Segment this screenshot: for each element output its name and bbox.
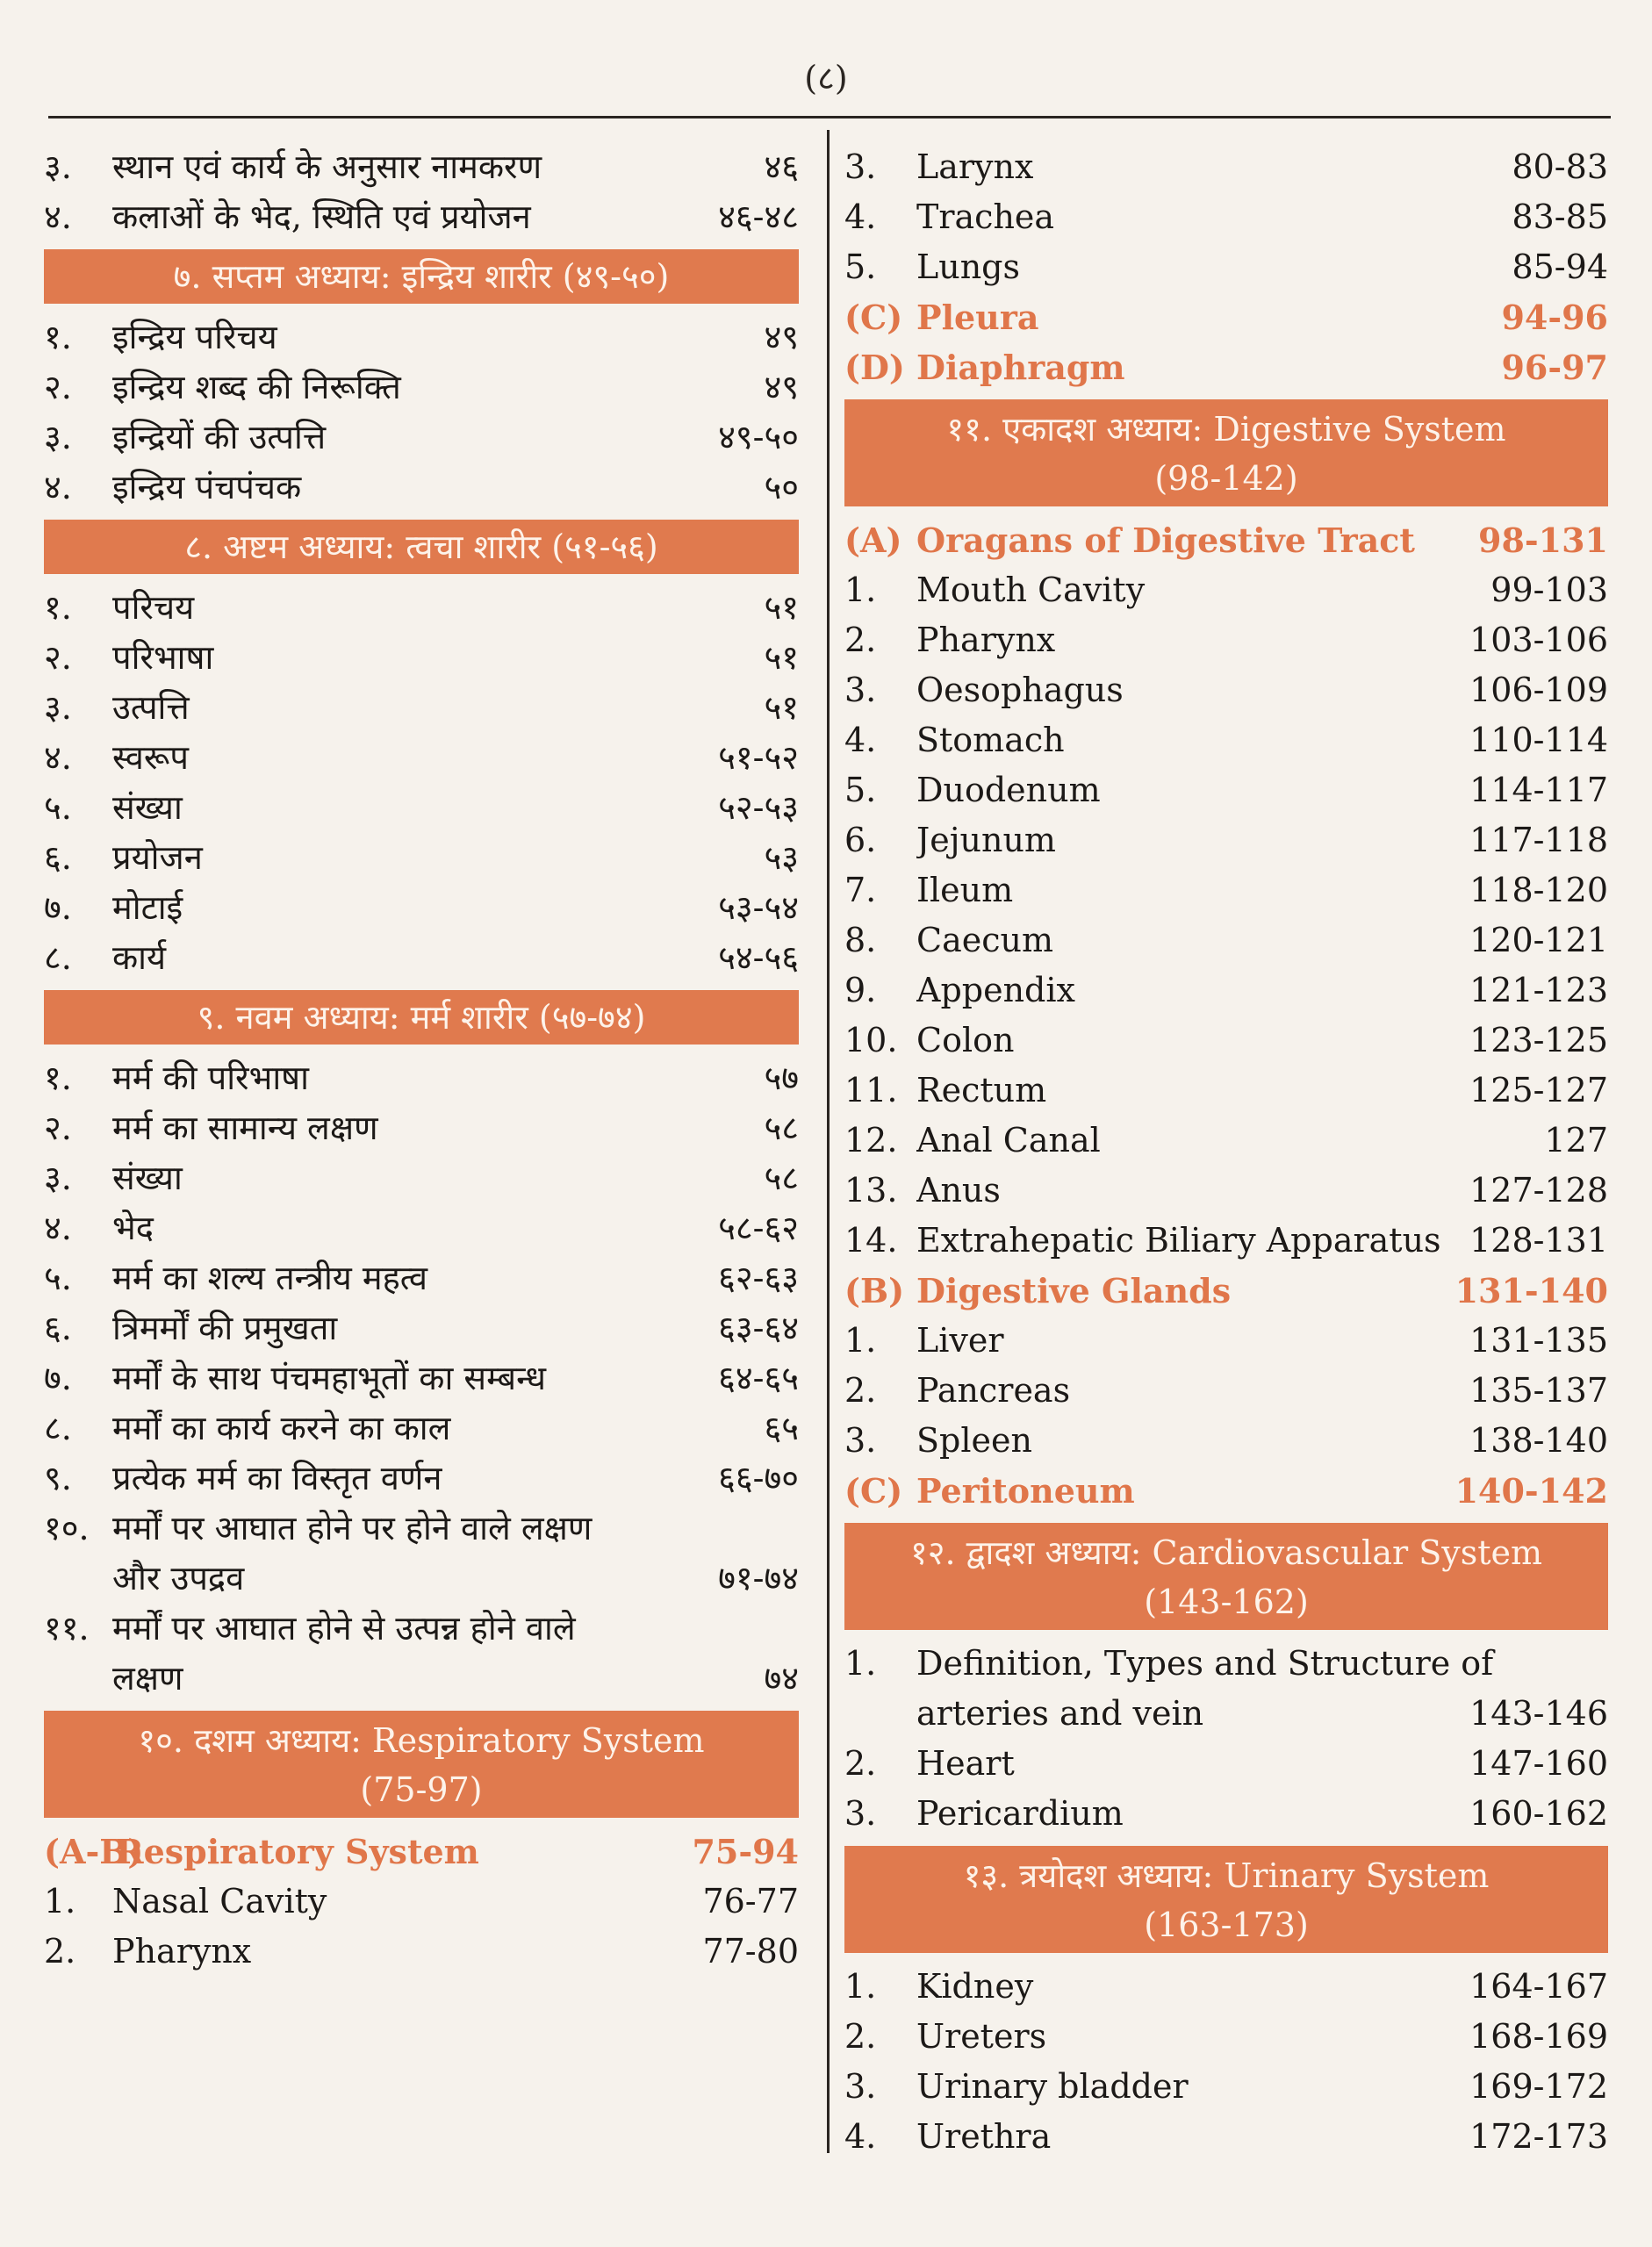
entry-title: Kidney (916, 1967, 1034, 2006)
entry-number: ४. (44, 738, 72, 777)
entry-pages: 118-120 (1469, 871, 1608, 909)
entry-title: Anal Canal (916, 1121, 1101, 1159)
toc-entry[interactable] (44, 683, 799, 733)
entry-number: ३. (44, 1159, 72, 1197)
entry-pages: ६२-६३ (718, 1259, 799, 1297)
entry-title: Stomach (916, 721, 1065, 759)
entry-number: 2. (844, 1744, 877, 1783)
entry-number: 5. (844, 771, 877, 809)
toc-entry[interactable] (844, 1366, 1608, 1416)
entry-title: Anus (916, 1171, 1001, 1210)
entry-title: मर्म की परिभाषा (112, 1059, 309, 1097)
section-pages: 140-142 (1454, 1471, 1608, 1511)
entry-pages: ५७ (764, 1059, 799, 1097)
toc-entry[interactable] (844, 865, 1608, 915)
toc-section[interactable] (844, 1266, 1608, 1316)
entry-pages: 135-137 (1469, 1371, 1608, 1410)
entry-number: ३. (44, 418, 72, 456)
page-number: (८) (804, 59, 848, 97)
entry-pages: ४९-५० (718, 418, 799, 456)
entry-pages: ५० (764, 468, 799, 506)
entry-pages: ५२-५३ (718, 788, 799, 827)
toc-entry[interactable] (844, 1216, 1608, 1266)
entry-pages: 110-114 (1469, 721, 1608, 759)
chapter-title: ११. एकादश अध्याय: Digestive System (946, 410, 1506, 449)
entry-number: ५. (44, 1259, 72, 1297)
entry-number: 7. (844, 871, 877, 909)
section-pages: 75-94 (692, 1832, 799, 1871)
toc-section[interactable] (844, 515, 1608, 565)
entry-title: Larynx (916, 147, 1034, 186)
toc-entry[interactable] (44, 1303, 799, 1353)
entry-title: Definition, Types and Structure of (916, 1644, 1494, 1683)
entry-title: मर्मों पर आघात होने से उत्पन्न होने वाले (112, 1609, 576, 1648)
chapter-page-range: (143-162) (1144, 1583, 1309, 1621)
toc-entry[interactable] (844, 915, 1608, 966)
entry-title: Ureters (916, 2017, 1047, 2056)
entry-pages: ५१-५२ (718, 738, 799, 777)
section-label: (C) (844, 1471, 903, 1511)
section-title: Diaphragm (916, 348, 1125, 387)
section-pages: 131-140 (1454, 1271, 1608, 1310)
entry-pages: 147-160 (1469, 1744, 1608, 1783)
right-column (844, 142, 1608, 2162)
section-label: (A) (844, 520, 902, 560)
toc-entry[interactable] (844, 966, 1608, 1016)
entry-pages: ५८ (764, 1159, 799, 1197)
entry-title: मर्मों पर आघात होने पर होने वाले लक्षण (112, 1509, 593, 1547)
toc-entry[interactable] (844, 1166, 1608, 1216)
entry-number: 2. (844, 1371, 877, 1410)
entry-number: 1. (44, 1882, 76, 1920)
entry-number: ६. (44, 1309, 72, 1347)
entry-number: 4. (844, 721, 877, 759)
toc-entry[interactable] (844, 715, 1608, 765)
entry-title: स्थान एवं कार्य के अनुसार नामकरण (112, 147, 542, 186)
entry-title: Pharynx (112, 1932, 252, 1971)
entry-pages: ५८ (764, 1109, 799, 1147)
entry-number: ९. (44, 1459, 72, 1497)
entry-title: Colon (916, 1021, 1015, 1059)
entry-pages: 160-162 (1469, 1794, 1608, 1833)
toc-section[interactable] (844, 1466, 1608, 1516)
entry-title: उत्पत्ति (112, 688, 190, 727)
entry-title: Urethra (916, 2117, 1052, 2156)
entry-title: लक्षण (112, 1659, 183, 1698)
entry-pages: ६३-६४ (718, 1309, 799, 1347)
entry-number: 3. (844, 1421, 877, 1460)
section-label: (A-B) (44, 1832, 144, 1871)
toc-entry[interactable] (44, 1253, 799, 1303)
entry-title: और उपद्रव (112, 1559, 245, 1597)
entry-title: कलाओं के भेद, स्थिति एवं प्रयोजन (112, 197, 531, 236)
entry-title: Duodenum (916, 771, 1101, 809)
toc-entry[interactable] (44, 1203, 799, 1253)
toc-entry[interactable] (44, 1103, 799, 1153)
entry-pages: 127 (1544, 1121, 1608, 1159)
toc-entry[interactable] (844, 665, 1608, 715)
section-label: (D) (844, 348, 905, 387)
toc-entry-continued[interactable] (44, 1554, 799, 1604)
toc-entry[interactable] (44, 312, 799, 363)
entry-title: इन्द्रिय पंचपंचक (112, 468, 302, 506)
toc-entry[interactable] (44, 883, 799, 933)
entry-pages: ५८-६२ (718, 1209, 799, 1247)
entry-number: १. (44, 318, 72, 356)
entry-number: ३. (44, 147, 72, 186)
entry-number: 12. (844, 1121, 898, 1159)
entry-title: परिचय (112, 588, 195, 627)
entry-title: Caecum (916, 921, 1054, 959)
entry-number: 8. (844, 921, 877, 959)
chapter-12-banner[interactable] (844, 1523, 1608, 1630)
entry-number: 9. (844, 971, 877, 1009)
toc-entry[interactable] (844, 1066, 1608, 1116)
entry-number: 13. (844, 1171, 898, 1210)
entry-pages: 117-118 (1469, 821, 1608, 859)
chapter-page-range: (163-173) (1144, 1906, 1309, 1944)
entry-number: 2. (844, 621, 877, 659)
toc-entry[interactable] (44, 733, 799, 783)
entry-number: ४. (44, 468, 72, 506)
entry-pages: 77-80 (702, 1932, 799, 1971)
section-pages: 96-97 (1501, 348, 1608, 387)
entry-pages: 106-109 (1469, 671, 1608, 709)
toc-entry[interactable] (44, 1353, 799, 1403)
entry-pages: ६४-६५ (718, 1359, 799, 1397)
entry-pages: 114-117 (1469, 771, 1608, 809)
entry-pages: 172-173 (1469, 2117, 1608, 2156)
toc-entry[interactable] (44, 1877, 799, 1927)
toc-entry[interactable] (844, 1316, 1608, 1366)
toc-entry[interactable] (844, 765, 1608, 815)
entry-title: मर्म का सामान्य लक्षण (112, 1109, 378, 1147)
entry-pages: ४९ (764, 368, 799, 406)
toc-entry[interactable] (44, 142, 799, 192)
toc-entry[interactable] (844, 1016, 1608, 1066)
entry-number: 3. (844, 147, 877, 186)
section-title: Peritoneum (916, 1471, 1135, 1511)
entry-pages: 103-106 (1469, 621, 1608, 659)
entry-title: इन्द्रिय परिचय (112, 318, 277, 356)
entry-title: Mouth Cavity (916, 571, 1146, 609)
entry-pages: 164-167 (1469, 1967, 1608, 2006)
toc-entry[interactable] (44, 1454, 799, 1504)
entry-pages: 85-94 (1512, 248, 1608, 286)
toc-entry[interactable] (844, 815, 1608, 865)
toc-entry[interactable] (44, 1504, 799, 1554)
entry-number: २. (44, 368, 72, 406)
entry-pages: 138-140 (1469, 1421, 1608, 1460)
entry-title: त्रिमर्मों की प्रमुखता (112, 1309, 338, 1347)
entry-number: 1. (844, 571, 877, 609)
entry-title: कार्य (112, 938, 167, 977)
chapter-13-banner[interactable] (844, 1846, 1608, 1953)
entry-title: मोटाई (112, 888, 183, 927)
toc-entry[interactable] (844, 1416, 1608, 1466)
entry-number: ७. (44, 1359, 72, 1397)
chapter-11-banner[interactable] (844, 399, 1608, 506)
entry-pages: 127-128 (1469, 1171, 1608, 1210)
entry-pages: ५४-५६ (718, 938, 799, 977)
entry-number: 10. (844, 1021, 898, 1059)
entry-title: मर्मों के साथ पंचमहाभूतों का सम्बन्ध (112, 1359, 547, 1397)
entry-number: 1. (844, 1967, 877, 2006)
section-title: Oragans of Digestive Tract (916, 520, 1415, 560)
entry-title: संख्या (112, 788, 183, 827)
entry-number: 1. (844, 1321, 877, 1360)
toc-entry[interactable] (844, 2012, 1608, 2062)
entry-pages: 76-77 (702, 1882, 799, 1920)
toc-entry[interactable] (844, 2112, 1608, 2162)
entry-pages: ७४ (764, 1659, 799, 1698)
entry-title: प्रत्येक मर्म का विस्तृत वर्णन (112, 1459, 442, 1497)
entry-pages: ५१ (764, 588, 799, 627)
toc-entry[interactable] (44, 192, 799, 242)
entry-pages: 123-125 (1469, 1021, 1608, 1059)
entry-number: 14. (844, 1221, 898, 1260)
section-title: Pleura (916, 298, 1039, 337)
entry-number: ४. (44, 197, 72, 236)
entry-title: संख्या (112, 1159, 183, 1197)
entry-pages: ५३-५४ (718, 888, 799, 927)
entry-pages: 168-169 (1469, 2017, 1608, 2056)
entry-title: Pericardium (916, 1794, 1124, 1833)
toc-entry[interactable] (844, 615, 1608, 665)
entry-number: 2. (44, 1932, 76, 1971)
entry-title: Oesophagus (916, 671, 1124, 709)
toc-entry[interactable] (844, 1116, 1608, 1166)
toc-entry[interactable] (44, 583, 799, 633)
chapter-page-range: (98-142) (1154, 459, 1298, 498)
chapter-title: १२. द्वादश अध्याय: Cardiovascular System (909, 1533, 1543, 1572)
entry-title: Nasal Cavity (112, 1882, 327, 1920)
entry-pages: 120-121 (1469, 921, 1608, 959)
entry-title: इन्द्रिय शब्द की निरूक्ति (112, 368, 401, 406)
chapter-7-banner[interactable]: ७. सप्तम अध्याय: इन्द्रिय शारीर (४९-५०) (44, 249, 799, 304)
entry-title: Trachea (916, 197, 1055, 236)
chapter-10-banner[interactable] (44, 1711, 799, 1818)
entry-pages: ६६-७० (718, 1459, 799, 1497)
section-label: (B) (844, 1271, 905, 1310)
entry-number: ११. (44, 1609, 90, 1648)
entry-number: ६. (44, 838, 72, 877)
entry-title: Extrahepatic Biliary Apparatus (916, 1221, 1441, 1260)
chapter-title: १३. त्रयोदश अध्याय: Urinary System (963, 1856, 1490, 1895)
entry-number: 3. (844, 671, 877, 709)
left-column (44, 142, 799, 1977)
entry-pages: 143-146 (1469, 1694, 1608, 1733)
top-rule (48, 116, 1611, 118)
entry-number: 3. (844, 2067, 877, 2106)
toc-entry[interactable] (44, 783, 799, 833)
entry-title: मर्मों का कार्य करने का काल (112, 1409, 451, 1447)
entry-number: 1. (844, 1644, 877, 1683)
chapter-8-banner[interactable]: ८. अष्टम अध्याय: त्वचा शारीर (५१-५६) (44, 520, 799, 574)
toc-entry[interactable] (44, 463, 799, 513)
entry-title: Appendix (916, 971, 1075, 1009)
entry-pages: ४६-४८ (718, 197, 799, 236)
entry-number: २. (44, 638, 72, 677)
toc-entry[interactable] (844, 1962, 1608, 2012)
entry-title: Jejunum (916, 821, 1056, 859)
entry-number: ३. (44, 688, 72, 727)
toc-entry[interactable] (44, 633, 799, 683)
entry-pages: 128-131 (1469, 1221, 1608, 1260)
toc-entry[interactable] (44, 1927, 799, 1977)
toc-entry[interactable] (844, 565, 1608, 615)
entry-number: ५. (44, 788, 72, 827)
entry-number: 3. (844, 1794, 877, 1833)
entry-pages: ५१ (764, 688, 799, 727)
entry-title: Spleen (916, 1421, 1032, 1460)
entry-number: १. (44, 1059, 72, 1097)
entry-pages: 125-127 (1469, 1071, 1608, 1109)
toc-entry[interactable] (844, 142, 1608, 192)
section-pages: 94-96 (1501, 298, 1608, 337)
entry-number: 2. (844, 2017, 877, 2056)
toc-entry-continued[interactable] (44, 1654, 799, 1704)
section-title: Respiratory System (116, 1832, 479, 1871)
entry-number: 6. (844, 821, 877, 859)
section-title: Digestive Glands (916, 1271, 1232, 1310)
toc-entry[interactable] (844, 2062, 1608, 2112)
entry-pages: ६५ (764, 1409, 799, 1447)
toc-entry-continued[interactable] (844, 1689, 1608, 1739)
entry-title: Pharynx (916, 621, 1056, 659)
entry-number: 11. (844, 1071, 898, 1109)
entry-number: १. (44, 588, 72, 627)
entry-title: परिभाषा (112, 638, 214, 677)
toc-section[interactable] (844, 292, 1608, 342)
entry-pages: 169-172 (1469, 2067, 1608, 2106)
column-divider (827, 130, 830, 2153)
toc-entry[interactable] (844, 1639, 1608, 1689)
toc-entry[interactable] (44, 363, 799, 413)
toc-entry[interactable] (44, 1604, 799, 1654)
entry-title: Pancreas (916, 1371, 1071, 1410)
toc-entry[interactable] (844, 1789, 1608, 1839)
entry-title: Rectum (916, 1071, 1047, 1109)
section-label: (C) (844, 298, 903, 337)
entry-pages: 80-83 (1512, 147, 1608, 186)
entry-title: इन्द्रियों की उत्पत्ति (112, 418, 327, 456)
toc-section[interactable] (844, 342, 1608, 392)
entry-pages: ४९ (764, 318, 799, 356)
entry-title: Heart (916, 1744, 1015, 1783)
entry-pages: 121-123 (1469, 971, 1608, 1009)
entry-pages: 131-135 (1469, 1321, 1608, 1360)
entry-title: स्वरूप (112, 738, 190, 777)
entry-pages: 99-103 (1490, 571, 1608, 609)
toc-entry[interactable] (844, 242, 1608, 292)
entry-number: ८. (44, 938, 72, 977)
entry-number: ८. (44, 1409, 72, 1447)
toc-entry[interactable] (44, 1053, 799, 1103)
entry-title: Ileum (916, 871, 1014, 909)
entry-number: 4. (844, 197, 877, 236)
toc-section[interactable] (44, 1827, 799, 1877)
chapter-9-banner[interactable]: ९. नवम अध्याय: मर्म शारीर (५७-७४) (44, 990, 799, 1045)
chapter-title: १०. दशम अध्याय: Respiratory System (138, 1721, 705, 1760)
entry-title: भेद (112, 1209, 154, 1247)
toc-entry[interactable] (44, 933, 799, 983)
entry-title: Lungs (916, 248, 1021, 286)
entry-number: 4. (844, 2117, 877, 2156)
entry-pages: 83-85 (1512, 197, 1608, 236)
entry-pages: ४६ (764, 147, 799, 186)
entry-pages: ५३ (764, 838, 799, 877)
entry-title: Urinary bladder (916, 2067, 1189, 2106)
entry-number: २. (44, 1109, 72, 1147)
section-pages: 98-131 (1478, 520, 1608, 560)
toc-entry[interactable] (44, 833, 799, 883)
entry-number: ७. (44, 888, 72, 927)
entry-pages: ५१ (764, 638, 799, 677)
entry-title: मर्म का शल्य तन्त्रीय महत्व (112, 1259, 428, 1297)
toc-entry[interactable] (44, 1403, 799, 1454)
entry-number: 5. (844, 248, 877, 286)
entry-title: arteries and vein (916, 1694, 1204, 1733)
entry-number: १०. (44, 1509, 90, 1547)
entry-number: ४. (44, 1209, 72, 1247)
entry-pages: ७१-७४ (718, 1559, 799, 1597)
toc-entry[interactable] (844, 1739, 1608, 1789)
chapter-page-range: (75-97) (360, 1770, 483, 1809)
entry-title: Liver (916, 1321, 1004, 1360)
entry-title: प्रयोजन (112, 838, 203, 877)
toc-entry[interactable] (44, 1153, 799, 1203)
toc-entry[interactable] (44, 413, 799, 463)
toc-entry[interactable] (844, 192, 1608, 242)
